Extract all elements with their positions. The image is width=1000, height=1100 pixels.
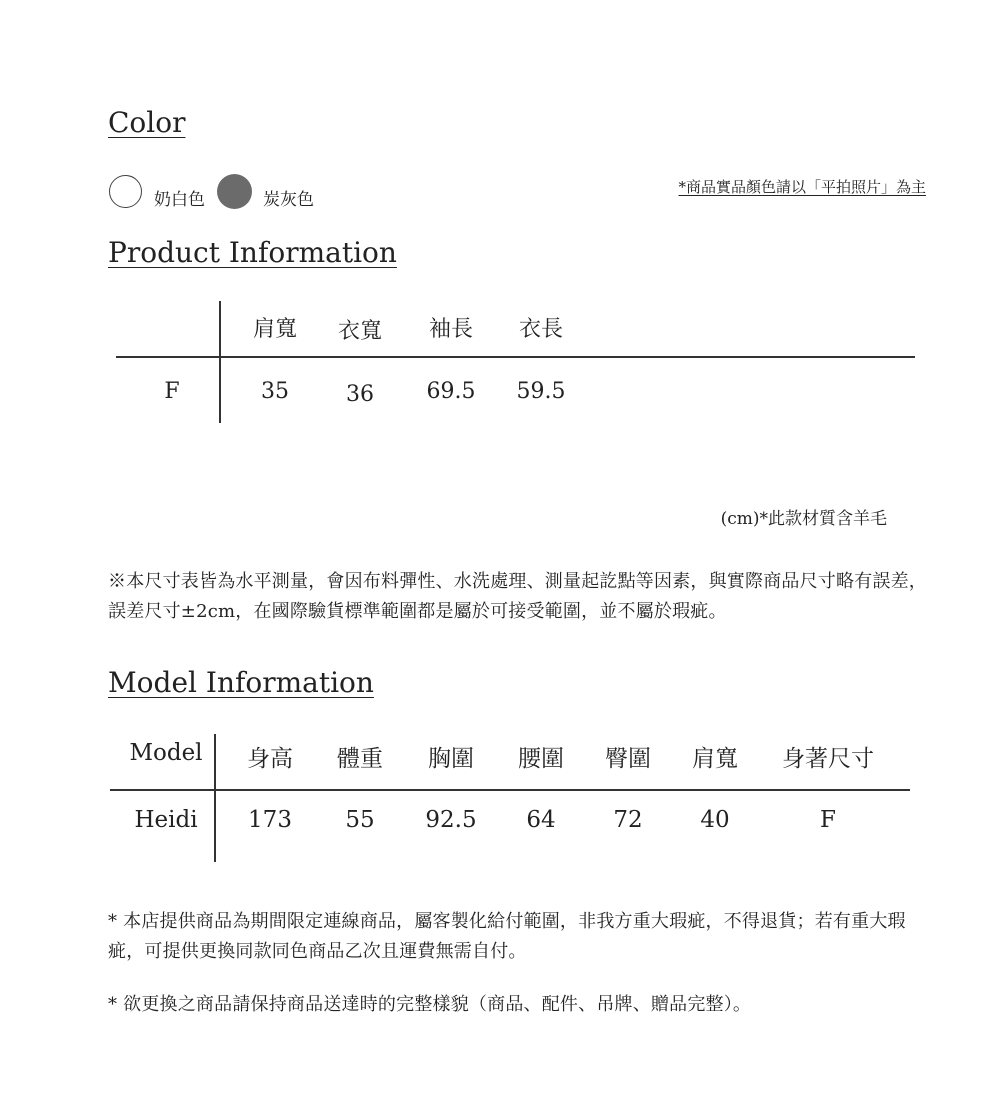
product-info-heading: Product Information xyxy=(108,236,397,269)
product-row-size: F xyxy=(164,379,180,404)
model-table-vdivider xyxy=(214,734,216,862)
product-val-sleeve: 69.5 xyxy=(426,379,476,404)
color-note: *商品實品顏色請以「平拍照片」為主 xyxy=(678,178,926,196)
model-info-heading: Model Information xyxy=(108,666,374,699)
model-col-waist: 腰圍 xyxy=(518,746,564,772)
model-val-shoulder: 40 xyxy=(700,807,730,833)
swatch-cream-white[interactable] xyxy=(109,175,142,208)
model-table-divider xyxy=(110,789,910,791)
model-val-weight: 55 xyxy=(345,807,375,833)
product-col-sleeve: 袖長 xyxy=(428,317,474,342)
product-col-length: 衣長 xyxy=(518,317,564,342)
model-val-hips: 72 xyxy=(613,807,643,833)
model-col-bust: 胸圍 xyxy=(428,746,474,772)
policy-note-exchange: * 欲更換之商品請保持商品送達時的完整樣貌（商品、配件、吊牌、贈品完整）。 xyxy=(108,994,752,1015)
model-val-waist: 64 xyxy=(526,807,556,833)
product-table-vdivider xyxy=(219,301,221,423)
model-val-height: 173 xyxy=(248,807,292,833)
policy-note-returns: * 本店提供商品為期間限定連線商品，屬客製化給付範圍，非我方重大瑕疵，不得退貨；若有重大瑕疵，可提供更換同款同色商品乙次且運費無需自付。 xyxy=(108,911,906,962)
model-col-hips: 臀圍 xyxy=(605,746,651,772)
product-val-length: 59.5 xyxy=(516,379,566,404)
swatch-label-charcoal-gray: 炭灰色 xyxy=(263,190,314,210)
swatch-label-cream-white: 奶白色 xyxy=(154,190,205,210)
model-col-weight: 體重 xyxy=(337,746,383,772)
product-val-chest: 36 xyxy=(346,382,374,407)
product-col-chest: 衣寬 xyxy=(337,319,383,344)
model-header-label: Model xyxy=(129,740,203,766)
model-val-bust: 92.5 xyxy=(425,807,477,833)
product-val-shoulder: 35 xyxy=(261,379,289,404)
unit-note: (cm)*此款材質含羊毛 xyxy=(720,509,887,529)
product-table-divider xyxy=(116,356,915,358)
swatch-charcoal-gray[interactable] xyxy=(217,174,252,209)
measurement-disclaimer: ※本尺寸表皆為水平測量，會因布料彈性、水洗處理、測量起訖點等因素，與實際商品尺寸略有誤差，誤差尺寸±2cm，在國際驗貨標準範圍都是屬於可接受範圍，並不屬於瑕疵。 xyxy=(108,571,927,622)
model-col-height: 身高 xyxy=(247,746,293,772)
model-col-size-worn: 身著尺寸 xyxy=(782,746,874,772)
model-col-shoulder: 肩寬 xyxy=(692,746,738,772)
model-name: Heidi xyxy=(134,807,198,833)
product-col-shoulder: 肩寬 xyxy=(252,317,298,342)
color-heading: Color xyxy=(108,106,186,139)
model-val-size-worn: F xyxy=(820,807,836,833)
